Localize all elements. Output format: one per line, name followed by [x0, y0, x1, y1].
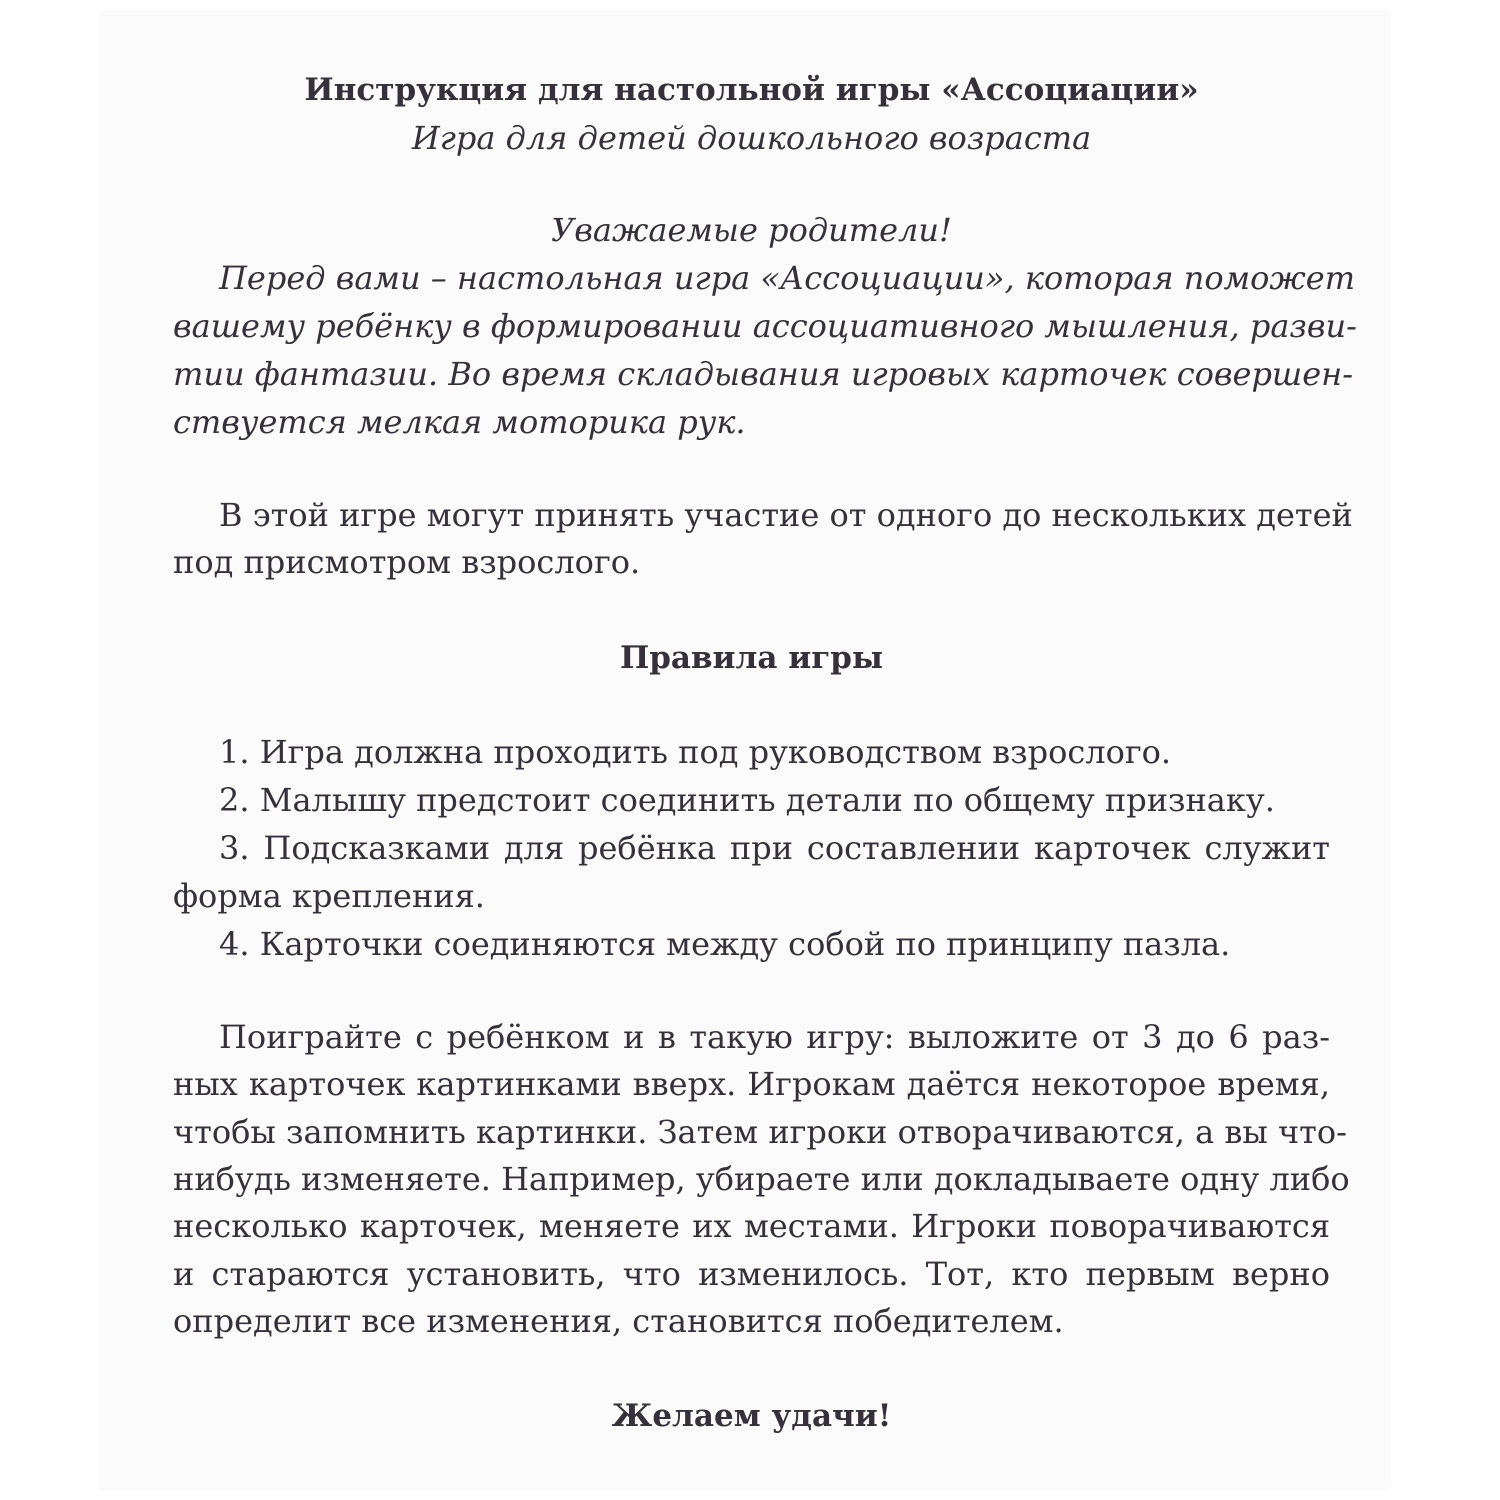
rule-item: 2. Малышу предстоит соединить детали по общему признаку. [219, 781, 1275, 819]
participants-line: под присмотром взрослого. [173, 543, 641, 581]
document-subtitle: Игра для детей дошкольного возраста [411, 119, 1092, 157]
rule-item: 4. Карточки соединяются между собой по принципу пазла. [219, 925, 1231, 963]
rule-item-continued: форма крепления. [173, 877, 485, 915]
extra-game-line: ных карточек картинками вверх. Игрокам даётся некоторое время, [173, 1065, 1330, 1103]
intro-line: вашему ребёнку в формировании ассоциативного мышления, разви- [173, 307, 1357, 345]
extra-game-line: чтобы запомнить картинки. Затем игроки отворачиваются, а вы что- [173, 1113, 1347, 1151]
intro-line: ствуется мелкая моторика рук. [173, 403, 746, 441]
extra-game-line: Поиграйте с ребёнком и в такую игру: выложите от 3 до 6 раз- [219, 1018, 1330, 1056]
rule-item: 1. Игра должна проходить под руководством взрослого. [219, 733, 1172, 771]
intro-line: Перед вами – настольная игра «Ассоциации», которая поможет [219, 259, 1356, 297]
rules-heading: Правила игры [619, 640, 884, 676]
extra-game-line: определит все изменения, становится победителем. [173, 1302, 1064, 1340]
participants-line: В этой игре могут принять участие от одного до нескольких детей [219, 496, 1353, 534]
document-title: Инструкция для настольной игры «Ассоциации» [304, 72, 1199, 108]
greeting: Уважаемые родители! [551, 211, 952, 249]
rule-item: 3. Подсказками для ребёнка при составлении карточек служит [219, 829, 1330, 867]
extra-game-line: нибудь изменяете. Например, убираете или докладываете одну либо [173, 1160, 1350, 1198]
extra-game-line: и стараются установить, что изменилось. Тот, кто первым верно [173, 1255, 1330, 1293]
intro-line: тии фантазии. Во время складывания игровых карточек совершен- [173, 355, 1354, 393]
closing-wish: Желаем удачи! [611, 1398, 892, 1434]
extra-game-line: несколько карточек, меняете их местами. Игроки поворачиваются [173, 1207, 1330, 1245]
